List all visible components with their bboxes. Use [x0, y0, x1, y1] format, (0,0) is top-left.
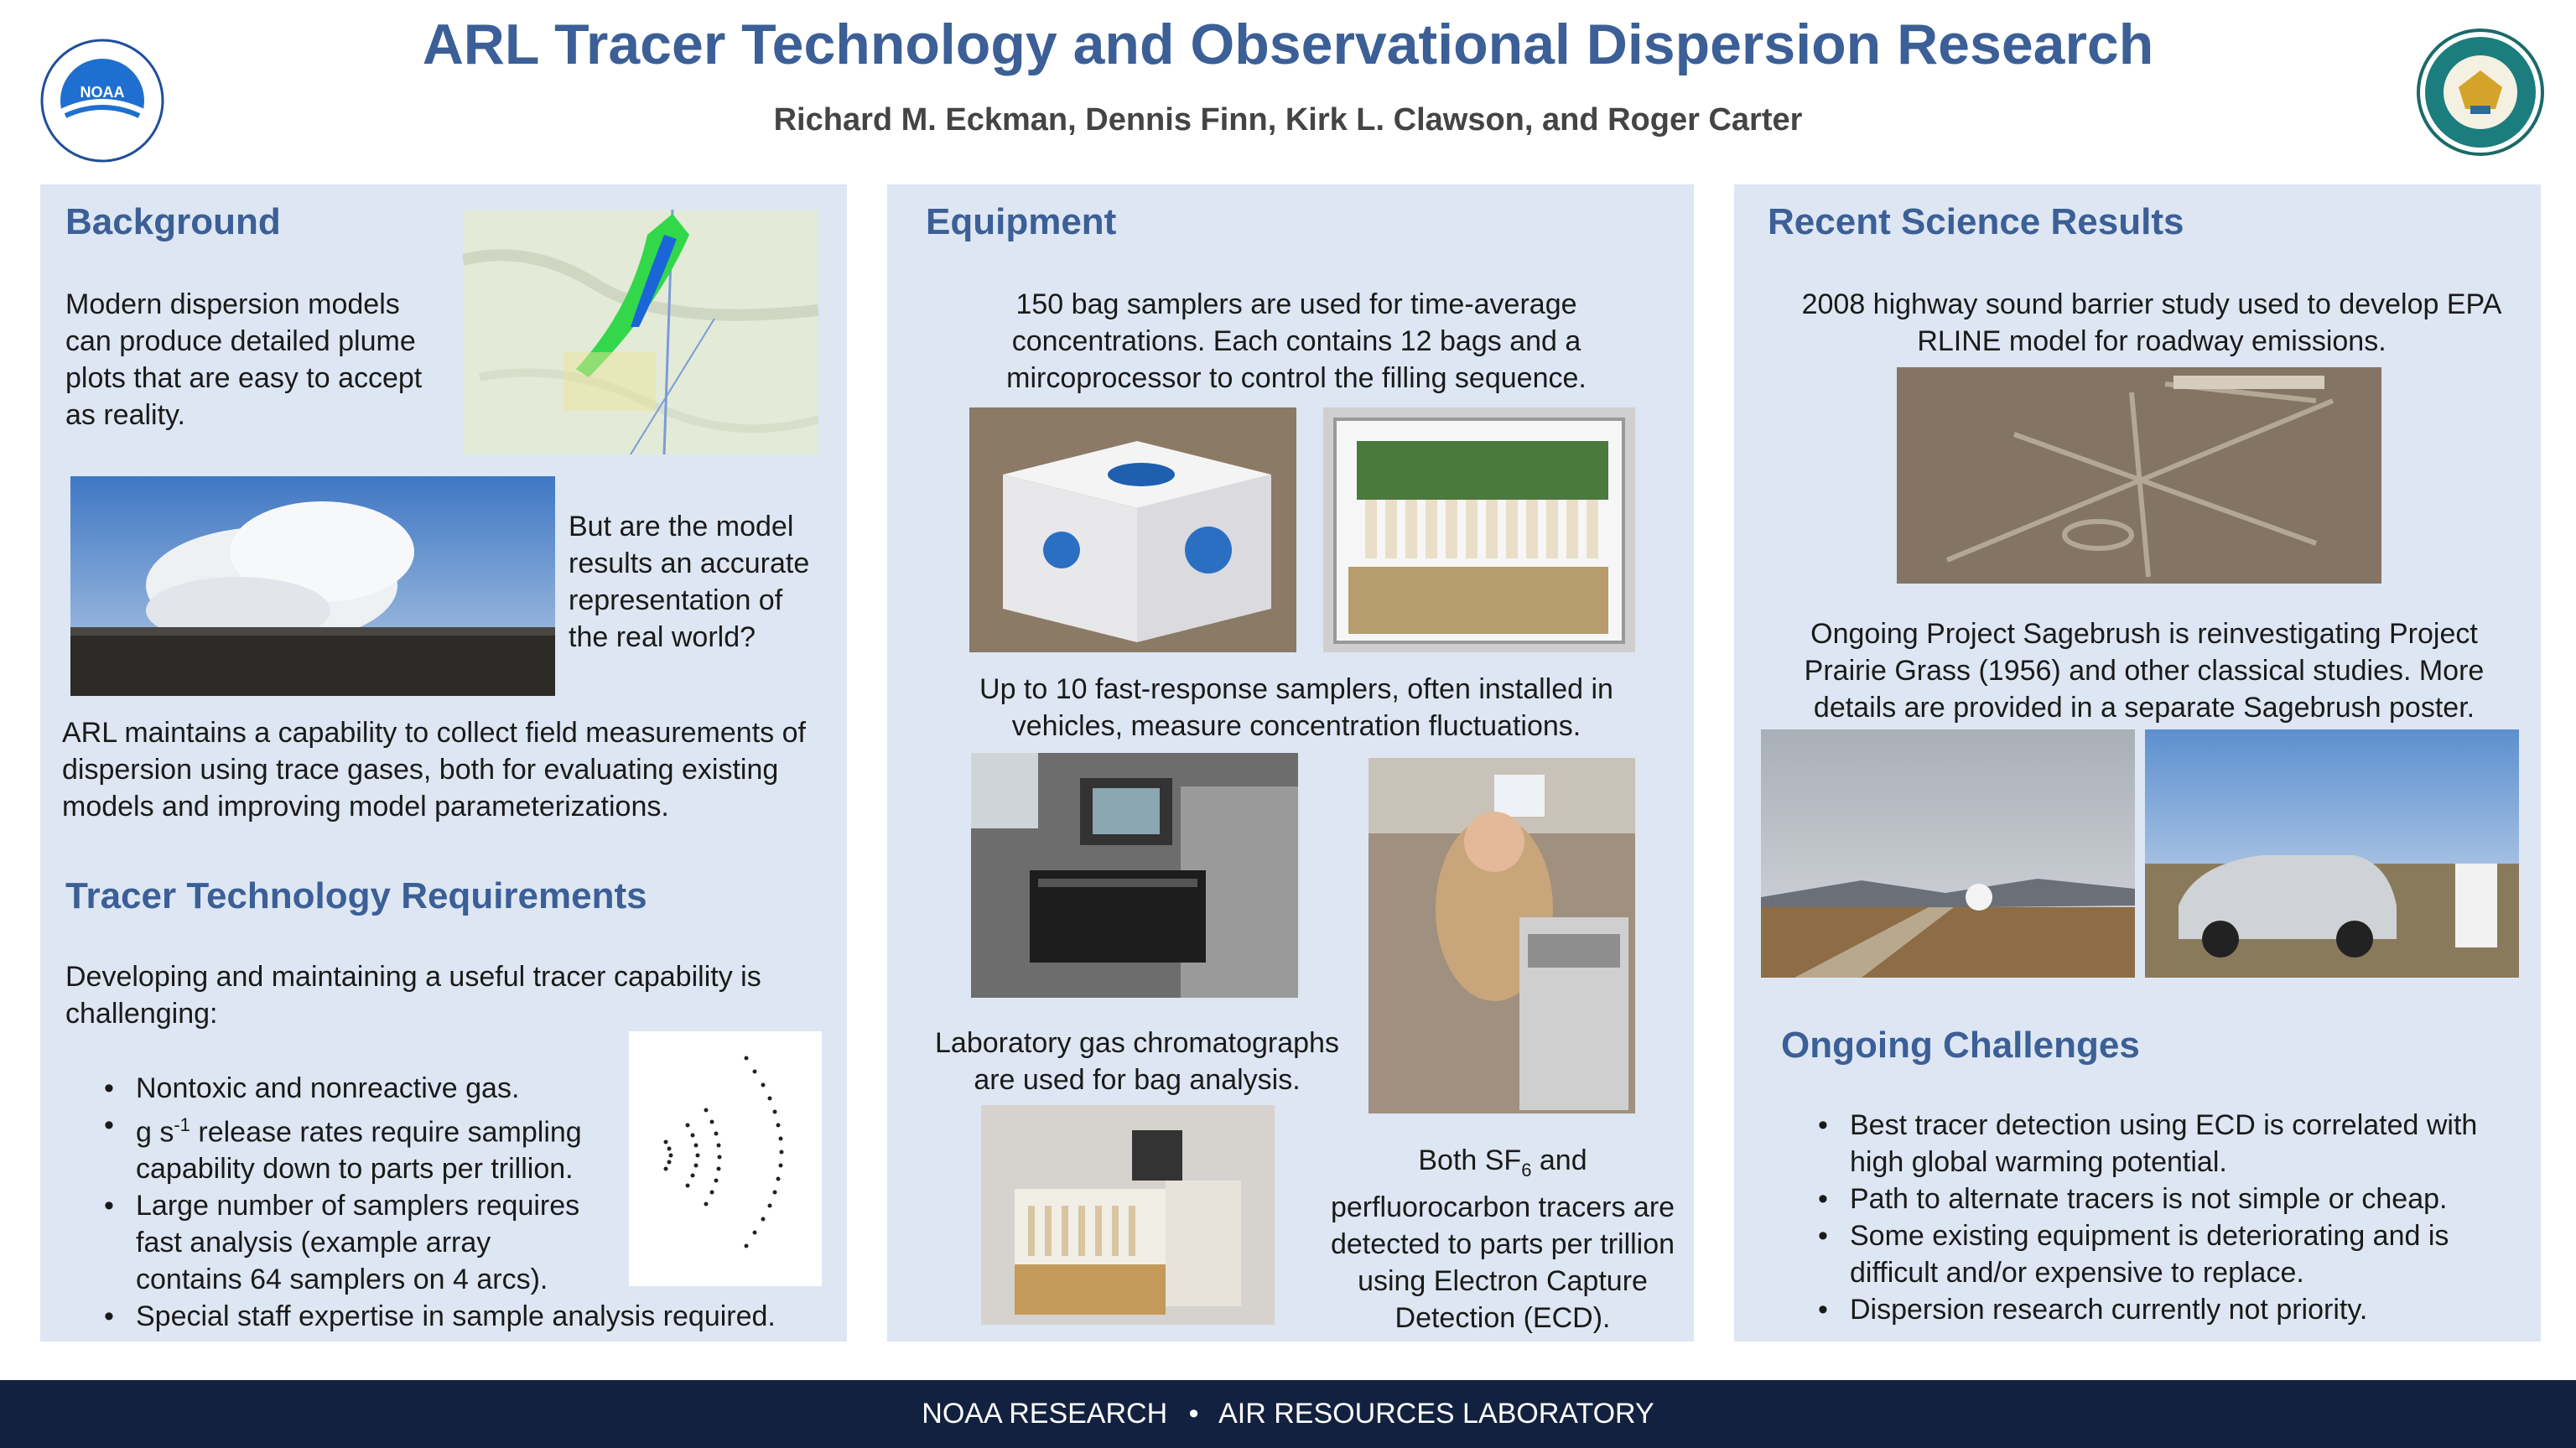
- tracer-bullet-2-text: release rates require sampling capability down to parts per trillion.: [136, 1116, 582, 1186]
- challenges-bullet-list: [1850, 1107, 2512, 1328]
- challenges-bullet-1: • Best tracer detection using ECD is correlated with high global warming potential.: [1850, 1107, 2512, 1181]
- background-paragraph-3: ARL maintains a capability to collect field measurements of dispersion using trace gases, both for evaluating existing models and improving model parameterizations.: [62, 717, 806, 823]
- footer-right: AIR RESOURCES LABORATORY: [1218, 1398, 1654, 1430]
- background-heading: Background: [65, 201, 281, 242]
- challenges-bullet-2: • Path to alternate tracers is not simple or cheap.: [1850, 1181, 2512, 1217]
- background-paragraph-1: Modern dispersion models can produce detailed plume plots that are easy to accept as reality.: [65, 288, 423, 431]
- poster-authors: Richard M. Eckman, Dennis Finn, Kirk L. Clawson, and Roger Carter: [773, 102, 1803, 138]
- sf6-subscript: 6: [1521, 1159, 1532, 1181]
- tracer-intro: Developing and maintaining a useful tracer capability is challenging:: [65, 961, 761, 1030]
- footer-separator: •: [1188, 1398, 1199, 1430]
- bag-sampler-interior-photo: [1323, 407, 1635, 652]
- bag-sampler-box-photo: [969, 407, 1296, 652]
- tracer-bullet-2-sup: -1: [174, 1114, 190, 1135]
- tracer-bullet-list: [136, 1070, 776, 1335]
- footer-left: NOAA RESEARCH: [922, 1398, 1168, 1430]
- results-paragraph-1: 2008 highway sound barrier study used to develop EPA RLINE model for roadway emissions.: [1801, 288, 2502, 357]
- challenges-bullet-3: • Some existing equipment is deteriorating and is difficult and/or expensive to replace.: [1850, 1217, 2512, 1291]
- sound-barrier-aerial-photo: [1897, 367, 2381, 584]
- tracer-bullet-4: • Special staff expertise in sample analysis required.: [136, 1298, 823, 1335]
- equipment-paragraph-4: [1318, 1142, 1687, 1336]
- tracer-bullet-1: • Nontoxic and nonreactive gas.: [136, 1070, 639, 1107]
- tracer-bullet-2-prefix: g s: [136, 1116, 174, 1149]
- results-heading: Recent Science Results: [1768, 201, 2184, 242]
- poster-title: ARL Tracer Technology and Observational Dispersion Research: [422, 13, 2154, 76]
- results-paragraph-2: Ongoing Project Sagebrush is reinvestigating Project Prairie Grass (1956) and other classical studies. More details are provided in a separate Sagebrush poster.: [1804, 618, 2485, 724]
- noaa-logo-label: NOAA: [80, 84, 125, 101]
- challenges-bullet-4: • Dispersion research currently not priority.: [1850, 1291, 2512, 1328]
- tracer-bullet-2: [136, 1107, 639, 1187]
- equipment-paragraph-3: Laboratory gas chromatographs are used for bag analysis.: [935, 1027, 1339, 1096]
- gas-chromatograph-photo: [981, 1105, 1275, 1325]
- equipment-paragraph-2: Up to 10 fast-response samplers, often installed in vehicles, measure concentration fluctuations.: [979, 673, 1613, 742]
- equipment-paragraph-1: 150 bag samplers are used for time-average concentrations. Each contains 12 bags and a mircoprocessor to control the filling sequence.: [1006, 288, 1587, 394]
- vehicle-instrument-photo: [1368, 758, 1635, 1113]
- fast-response-sampler-photo: [971, 753, 1298, 998]
- tracer-heading: Tracer Technology Requirements: [65, 875, 647, 916]
- sf6-rest: and perfluorocarbon tracers are detected to parts per trillion using Electron Capture Detection (ECD).: [1330, 1144, 1675, 1334]
- challenges-heading: Ongoing Challenges: [1781, 1025, 2140, 1066]
- sagebrush-field-photo-2: [2145, 729, 2519, 978]
- plume-map-image: [463, 210, 818, 454]
- footer-bar: [0, 1380, 2576, 1448]
- doc-seal-icon: [2417, 29, 2544, 156]
- sagebrush-field-photo-1: [1761, 729, 2135, 978]
- background-paragraph-2: But are the model results an accurate representation of the real world?: [569, 511, 810, 653]
- volcano-plume-photo: [70, 476, 555, 696]
- sampler-array-diagram: [629, 1031, 822, 1286]
- tracer-bullet-3: • Large number of samplers requires fast analysis (example array contains 64 samplers on 4 arcs).: [136, 1187, 589, 1298]
- sf6-prefix: Both SF: [1418, 1144, 1522, 1176]
- equipment-heading: Equipment: [926, 201, 1117, 242]
